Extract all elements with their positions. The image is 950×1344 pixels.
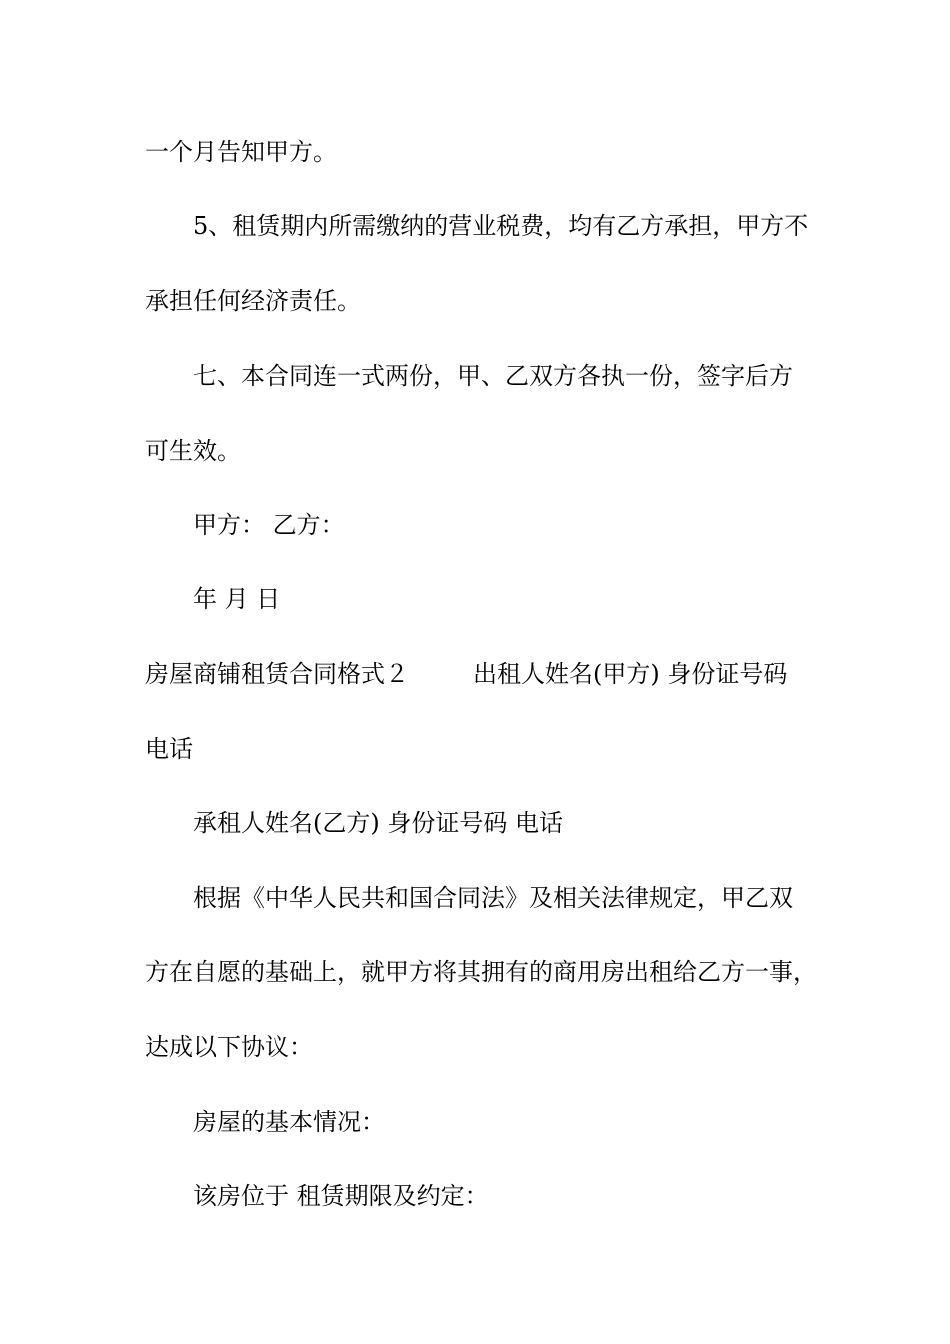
text-line: 承担任何经济责任。 — [145, 287, 361, 315]
text-line: 方在自愿的基础上，就甲方将其拥有的商用房出租给乙方一事， — [145, 958, 817, 986]
text-line: 可生效。 — [145, 437, 241, 465]
lessee-info-line: 承租人姓名(乙方) 身份证号码 电话 — [193, 809, 563, 837]
text-line: 一个月告知甲方。 — [145, 138, 337, 166]
text-line: 5、租赁期内所需缴纳的营业税费，均有乙方承担，甲方不 — [193, 212, 809, 240]
text-line: 该房位于 租赁期限及约定： — [193, 1182, 489, 1210]
text-line: 电话 — [145, 735, 193, 763]
date-line: 年 月 日 — [193, 585, 281, 613]
lessor-info: 出租人姓名(甲方) 身份证号码 — [473, 660, 788, 688]
text-line: 根据《中华人民共和国合同法》及相关法律规定，甲乙双 — [193, 884, 793, 912]
text-line: 达成以下协议： — [145, 1033, 313, 1061]
section-title: 房屋商铺租赁合同格式２ — [145, 660, 409, 688]
section-heading-line — [145, 659, 787, 689]
text-line: 房屋的基本情况： — [193, 1108, 385, 1136]
signature-line: 甲方： 乙方： — [193, 511, 345, 539]
text-line: 七、本合同连一式两份，甲、乙双方各执一份，签字后方 — [193, 362, 793, 390]
